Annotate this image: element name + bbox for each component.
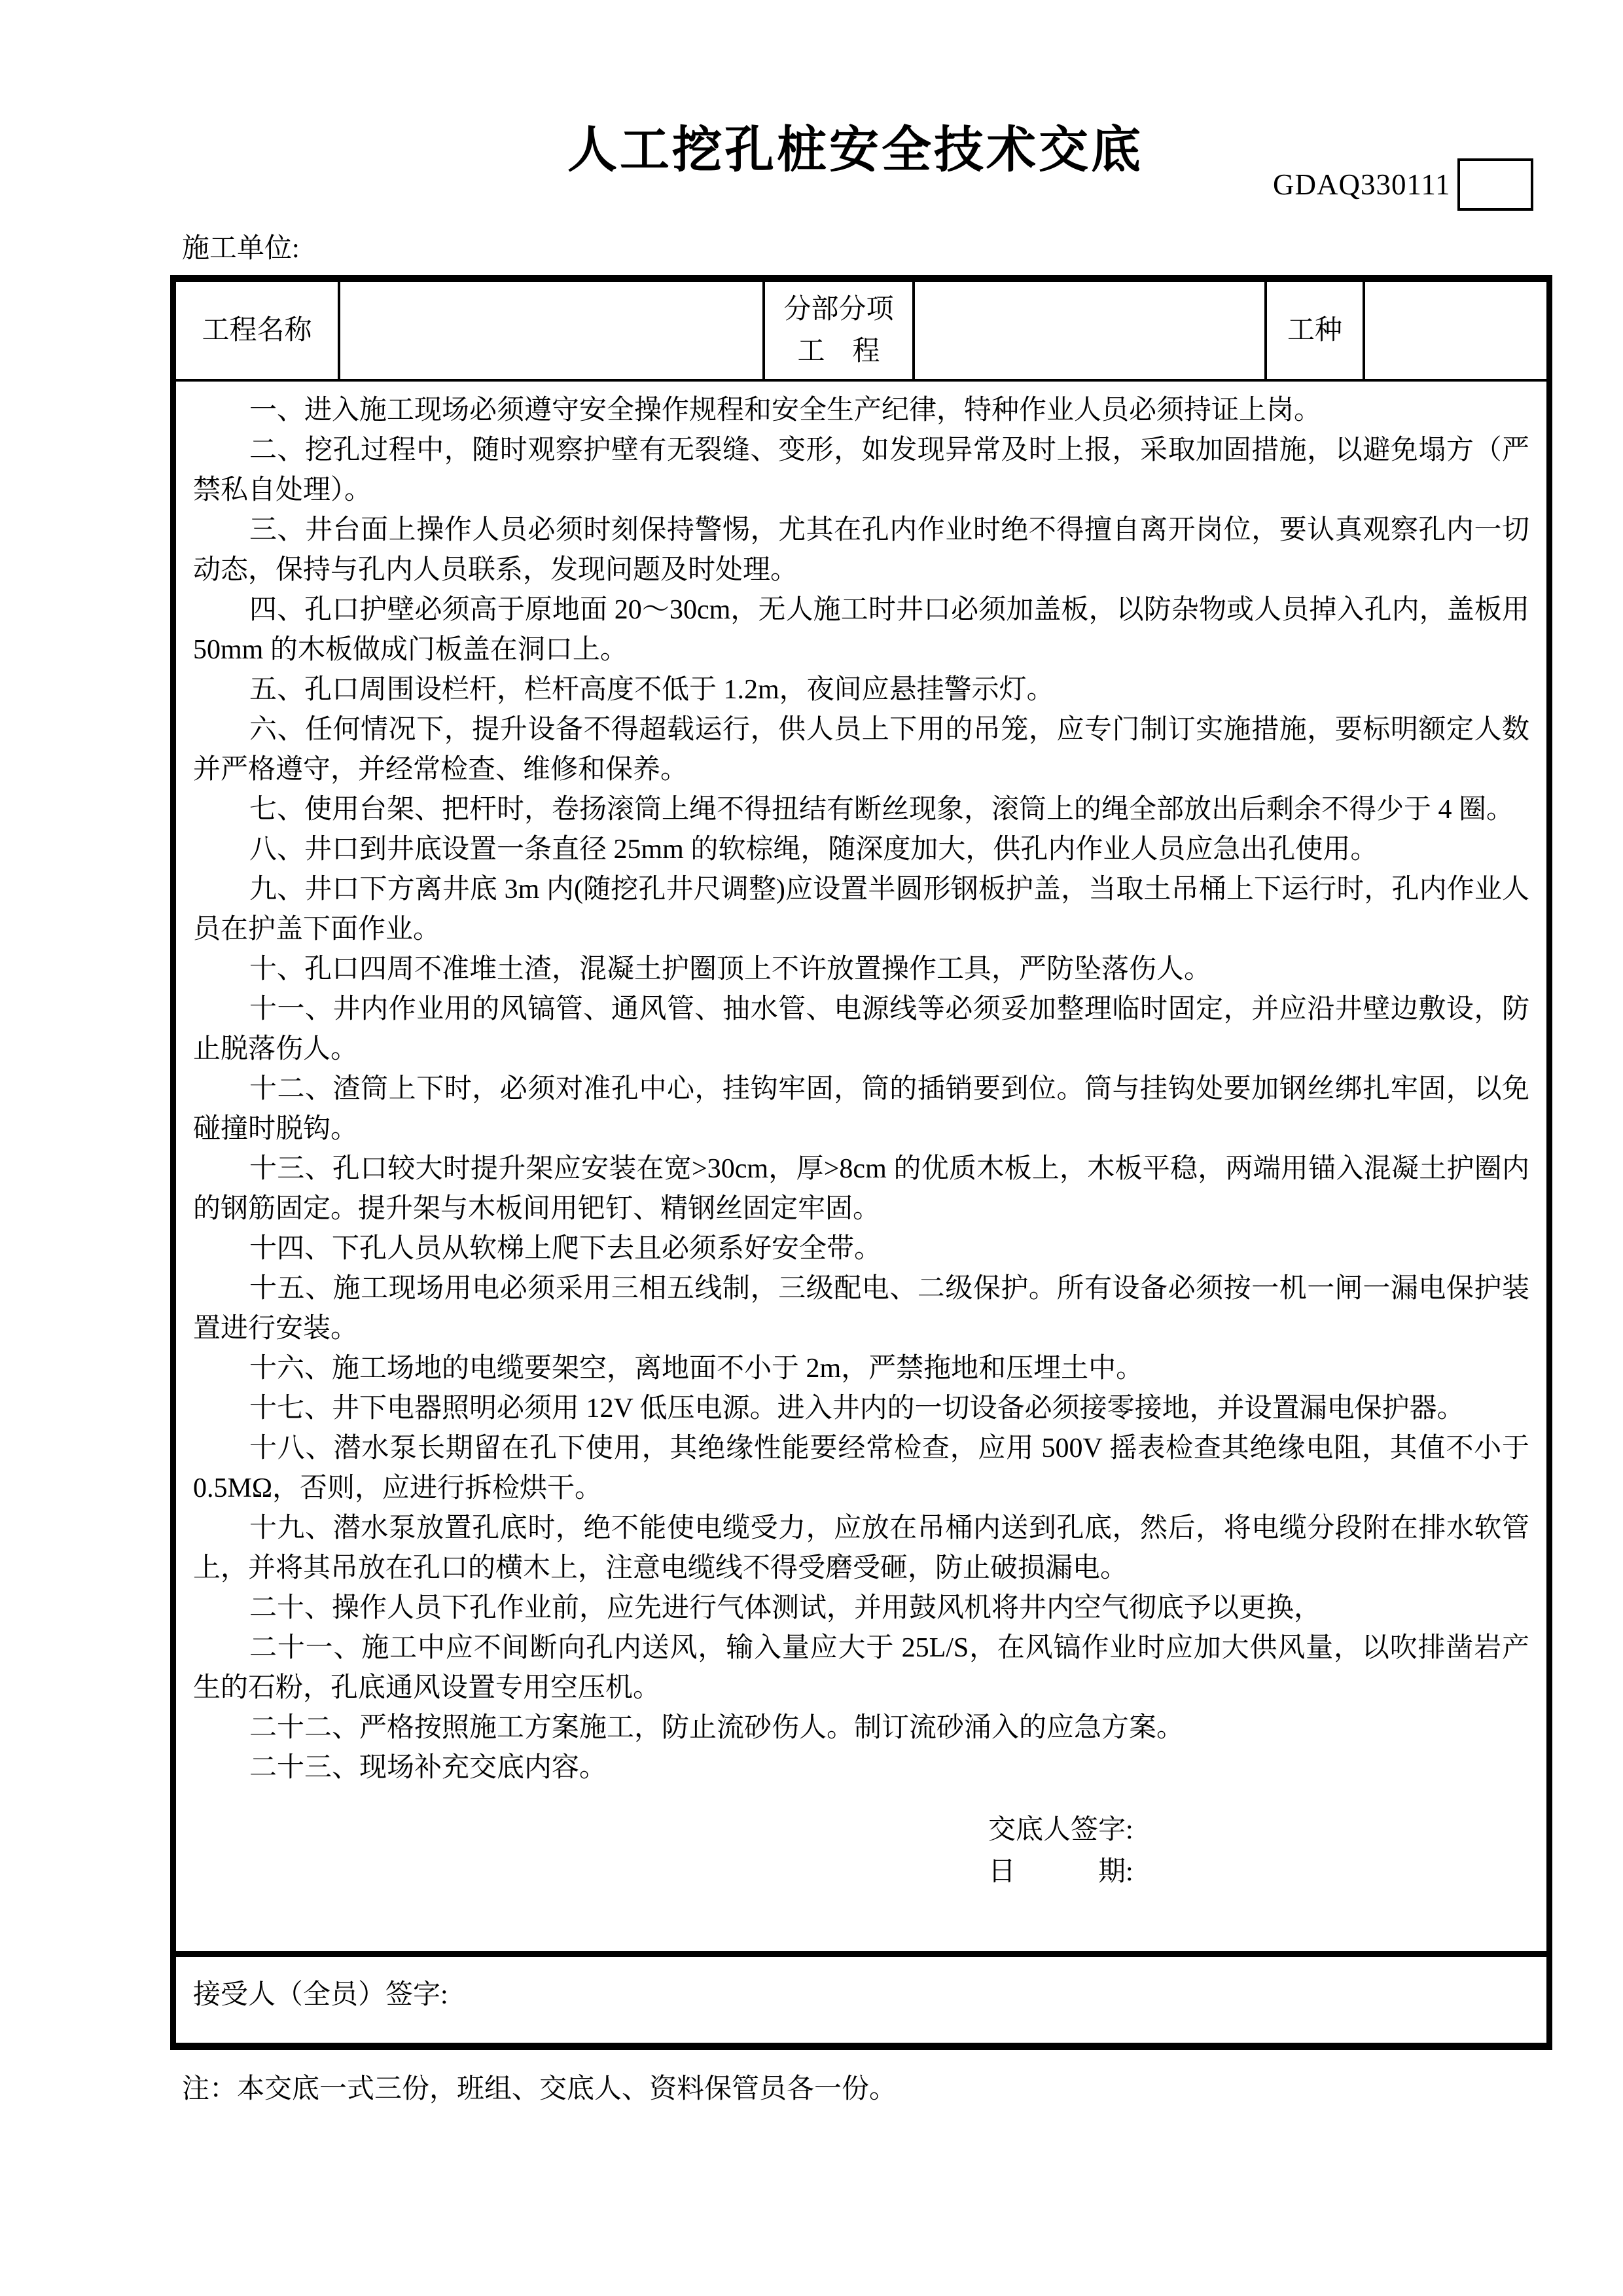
sub-project-value-cell — [915, 282, 1267, 379]
disclosure-content-cell — [176, 382, 1546, 1951]
receiver-signature-label: 接受人（全员）签字: — [193, 1980, 448, 2010]
sub-project-label-cell — [765, 282, 915, 379]
date-label: 日 期: — [988, 1857, 1133, 1887]
item-paragraph: 十四、下孔人员从软梯上爬下去且必须系好安全带。 — [249, 1234, 882, 1264]
construction-unit-label: 施工单位: — [182, 234, 300, 264]
work-type-label-cell: 工种 — [1267, 282, 1365, 379]
item-paragraph: 四、孔口护壁必须高于原地面 20～30cm，无人施工时井口必须加盖板，以防杂物或人员掉入孔内，盖板用 50mm 的木板做成门板盖在洞口上。 — [193, 595, 1529, 665]
doc-code: GDAQ330111 — [1273, 168, 1451, 201]
item-paragraph: 二十、操作人员下孔作业前，应先进行气体测试，并用鼓风机将井内空气彻底予以更换， — [249, 1593, 1322, 1623]
item-paragraph: 六、任何情况下，提升设备不得超载运行，供人员上下用的吊笼，应专门制订实施措施，要标明额定人数并严格遵守，并经常检查、维修和保养。 — [193, 715, 1529, 785]
disclosure-table — [170, 275, 1552, 2050]
item-paragraph: 一、进入施工现场必须遵守安全操作规程和安全生产纪律，特种作业人员必须持证上岗。 — [249, 395, 1322, 425]
item-paragraph: 十八、潜水泵长期留在孔下使用，其绝缘性能要经常检查，应用 500V 摇表检查其绝缘电阻，其值不小于 0.5MΩ，否则，应进行拆检烘干。 — [193, 1433, 1529, 1503]
item-paragraph: 十五、施工现场用电必须采用三相五线制，三级配电、二级保护。所有设备必须按一机一闸一漏电保护装置进行安装。 — [193, 1274, 1529, 1344]
item-paragraph: 十九、潜水泵放置孔底时，绝不能使电缆受力，应放在吊桶内送到孔底，然后，将电缆分段附在排水软管上，并将其吊放在孔口的横木上，注意电缆线不得受磨受砸，防止破损漏电。 — [193, 1513, 1529, 1583]
item-paragraph: 十七、井下电器照明必须用 12V 低压电源。进入井内的一切设备必须接零接地，并设置漏电保护器。 — [249, 1393, 1465, 1424]
discloser-signature-label: 交底人签字: — [988, 1815, 1133, 1845]
doc-code-row — [1273, 158, 1533, 211]
item-paragraph: 十二、渣筒上下时，必须对准孔中心，挂钩牢固，筒的插销要到位。筒与挂钩处要加钢丝绑扎牢固，以免碰撞时脱钩。 — [193, 1074, 1529, 1144]
item-paragraph: 十六、施工场地的电缆要架空，离地面不小于 2m，严禁拖地和压埋土中。 — [249, 1354, 1144, 1384]
project-name-label-cell: 工程名称 — [176, 282, 340, 379]
item-paragraph: 九、井口下方离井底 3m 内(随挖孔井尺调整)应设置半圆形钢板护盖，当取土吊桶上下运行时，孔内作业人员在护盖下面作业。 — [193, 874, 1529, 944]
item-paragraph: 五、孔口周围设栏杆，栏杆高度不低于 1.2m，夜间应悬挂警示灯。 — [249, 675, 1054, 705]
page-title: 人工挖孔桩安全技术交底 — [567, 122, 1143, 178]
doc-code-fill-box — [1457, 158, 1533, 211]
item-paragraph: 二十一、施工中应不间断向孔内送风，输入量应大于 25L/S，在风镐作业时应加大供风量，以吹排凿岩产生的石粉，孔底通风设置专用空压机。 — [193, 1633, 1529, 1703]
item-paragraph: 二、挖孔过程中，随时观察护壁有无裂缝、变形，如发现异常及时上报，采取加固措施，以避免塌方（严禁私自处理）。 — [193, 435, 1529, 505]
item-paragraph: 十一、井内作业用的风镐管、通风管、抽水管、电源线等必须妥加整理临时固定，并应沿井壁边敷设，防止脱落伤人。 — [193, 994, 1529, 1064]
item-paragraph: 十三、孔口较大时提升架应安装在宽>30cm，厚>8cm 的优质木板上，木板平稳，两端用锚入混凝土护圈内的钢筋固定。提升架与木板间用钯钉、精钢丝固定牢固。 — [193, 1154, 1529, 1224]
item-paragraph: 二十二、严格按照施工方案施工，防止流砂伤人。制订流砂涌入的应急方案。 — [249, 1713, 1185, 1743]
sub-project-label-line2: 工 程 — [797, 336, 880, 367]
item-paragraph: 三、井台面上操作人员必须时刻保持警惕，尤其在孔内作业时绝不得擅自离开岗位，要认真观察孔内一切动态，保持与孔内人员联系，发现问题及时处理。 — [193, 515, 1529, 585]
item-paragraph: 七、使用台架、把杆时，卷扬滚筒上绳不得扭结有断丝现象，滚筒上的绳全部放出后剩余不得少于 4 圈。 — [249, 795, 1514, 825]
project-name-value-cell — [340, 282, 765, 379]
footer-note: 注：本交底一式三份，班组、交底人、资料保管员各一份。 — [182, 2074, 897, 2104]
item-paragraph: 八、井口到井底设置一条直径 25mm 的软棕绳，随深度加大，供孔内作业人员应急出孔使用。 — [249, 834, 1378, 865]
sub-project-label-line1: 分部分项 — [783, 295, 894, 325]
work-type-value-cell — [1365, 282, 1546, 379]
table-header-row — [176, 282, 1546, 382]
receiver-signature-row — [176, 1951, 1546, 2043]
item-paragraph: 十、孔口四周不准堆土渣，混凝土护圈顶上不许放置操作工具，严防坠落伤人。 — [249, 954, 1212, 984]
item-paragraph: 二十三、现场补充交底内容。 — [249, 1753, 607, 1783]
signature-block — [988, 1809, 1529, 1893]
